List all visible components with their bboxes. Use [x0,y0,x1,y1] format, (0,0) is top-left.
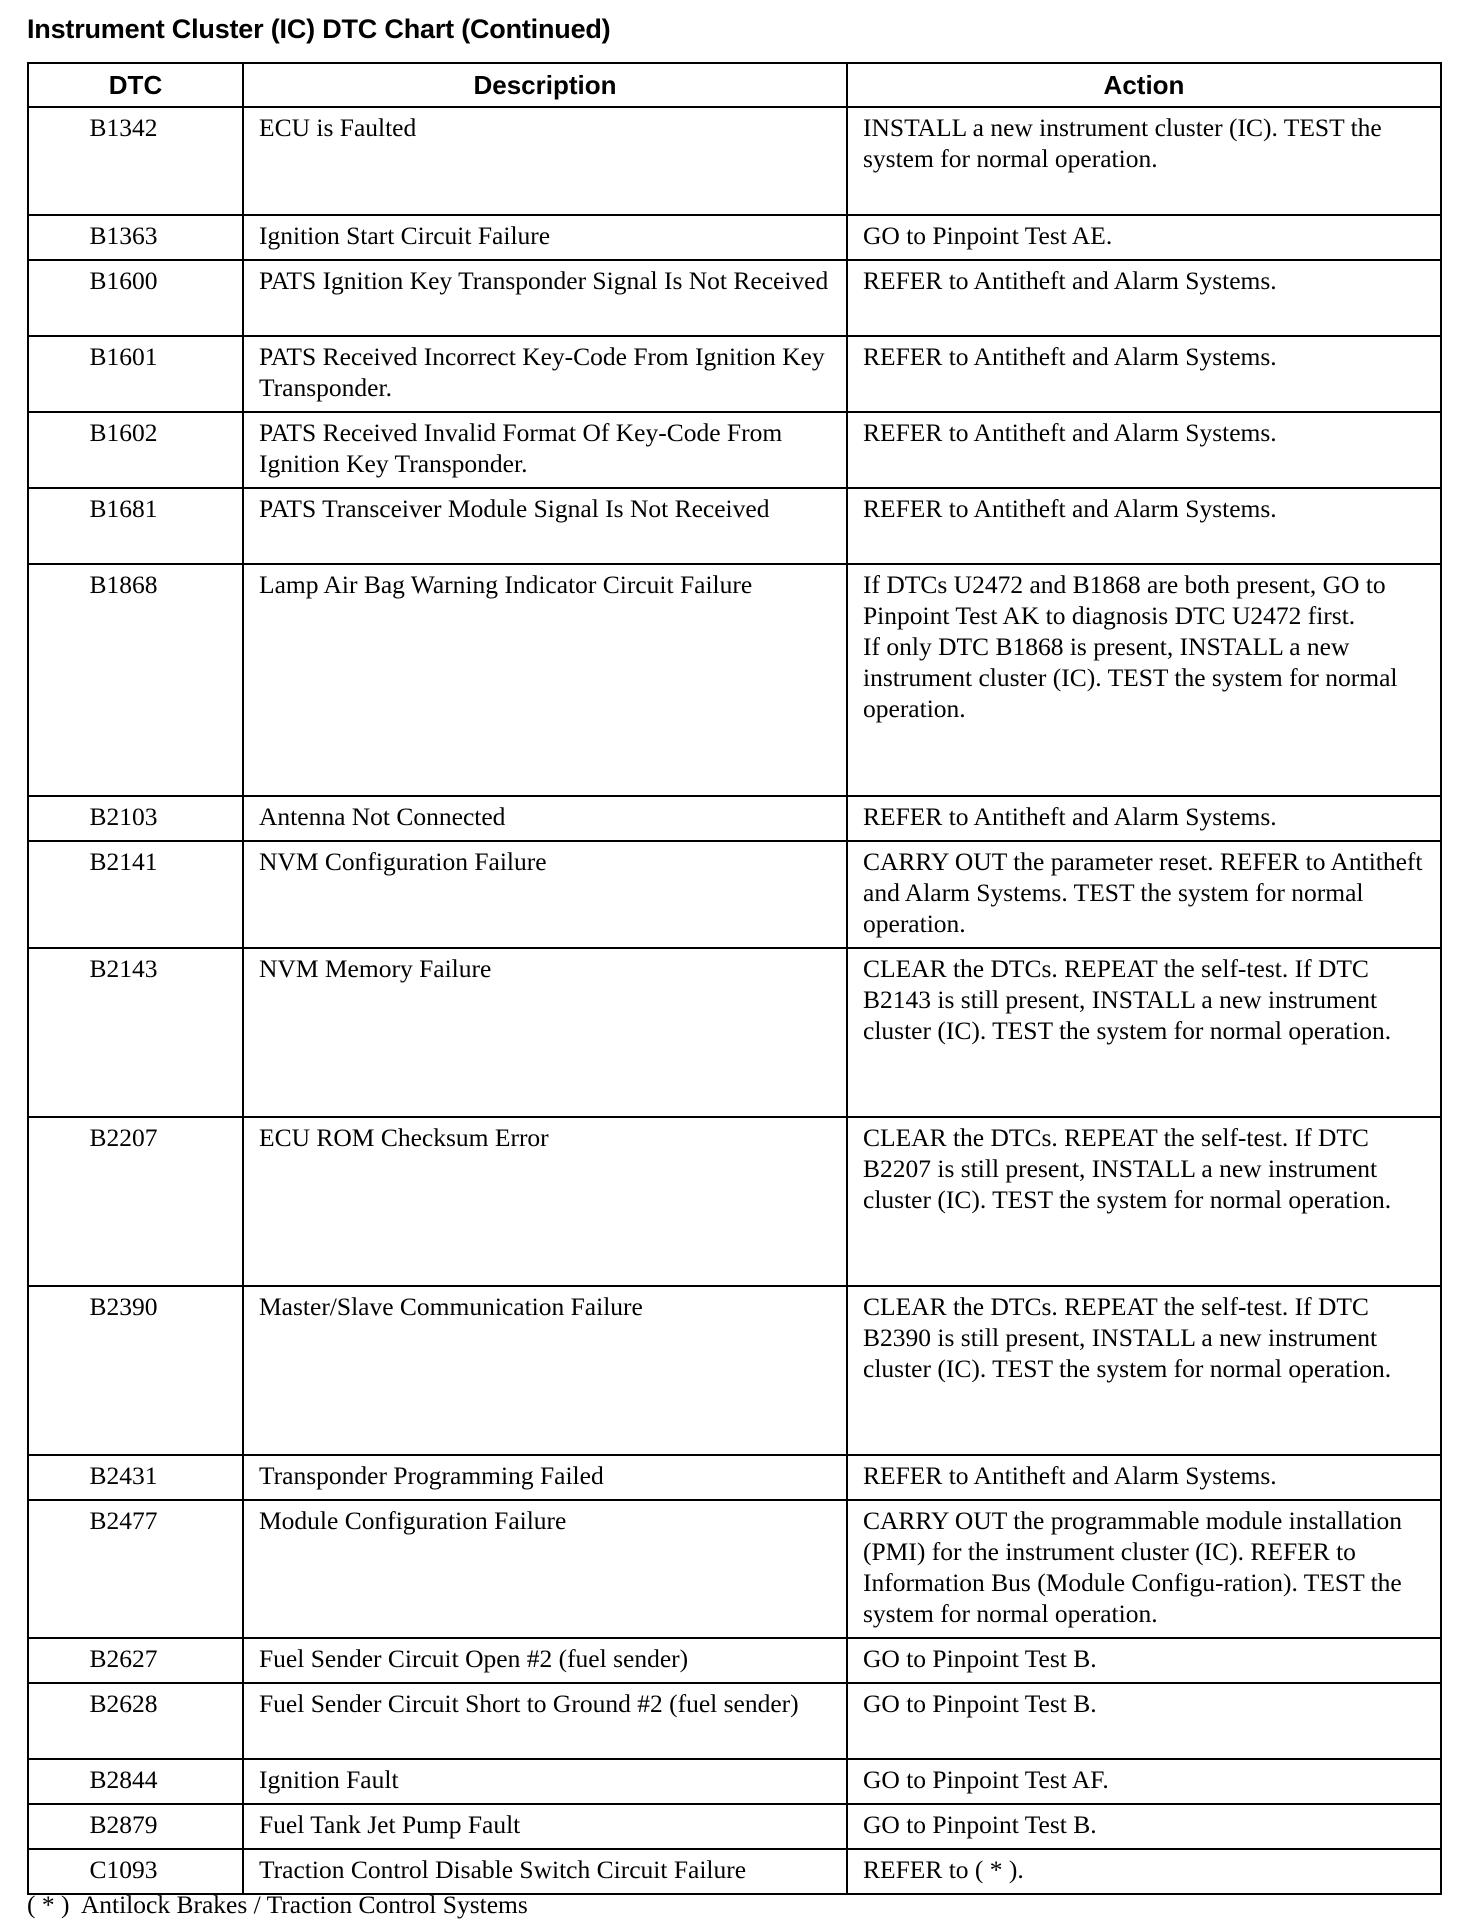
action-cell: REFER to Antitheft and Alarm Systems. [847,336,1441,412]
dtc-code-cell: B1602 [28,412,243,488]
dtc-code-cell: B1363 [28,215,243,260]
dtc-code-cell: B2141 [28,841,243,948]
description-cell: Transponder Programming Failed [243,1455,847,1500]
dtc-code-cell: B2879 [28,1804,243,1849]
description-cell: PATS Ignition Key Transponder Signal Is Not Received [243,260,847,336]
description-cell: Lamp Air Bag Warning Indicator Circuit Failure [243,564,847,796]
description-cell: PATS Received Incorrect Key-Code From Ignition Key Transponder. [243,336,847,412]
action-cell: CLEAR the DTCs. REPEAT the self-test. If DTC B2390 is still present, INSTALL a new instrument cluster (IC). TEST the system for normal operation. [847,1286,1441,1455]
action-cell: CARRY OUT the programmable module installation (PMI) for the instrument cluster (IC). REFER to Information Bus (Module Configu-ration). TEST the system for normal operation. [847,1500,1441,1638]
dtc-code-cell: B2143 [28,948,243,1117]
table-row [28,564,1441,796]
dtc-code-cell: B1601 [28,336,243,412]
description-cell: Antenna Not Connected [243,796,847,841]
action-cell: REFER to Antitheft and Alarm Systems. [847,412,1441,488]
action-cell: GO to Pinpoint Test B. [847,1683,1441,1759]
dtc-code-cell: B2627 [28,1638,243,1683]
table-row [28,488,1441,564]
action-cell: GO to Pinpoint Test AE. [847,215,1441,260]
action-cell: REFER to Antitheft and Alarm Systems. [847,1455,1441,1500]
description-cell: Fuel Sender Circuit Short to Ground #2 (fuel sender) [243,1683,847,1759]
action-cell: REFER to Antitheft and Alarm Systems. [847,796,1441,841]
column-header-description: Description [243,63,847,107]
action-cell: REFER to ( * ). [847,1849,1441,1894]
dtc-code-cell: B2103 [28,796,243,841]
table-row [28,1117,1441,1286]
dtc-code-cell: B2844 [28,1759,243,1804]
description-cell: ECU is Faulted [243,107,847,215]
table-row [28,841,1441,948]
description-cell: Master/Slave Communication Failure [243,1286,847,1455]
table-row [28,1455,1441,1500]
dtc-code-cell: B1600 [28,260,243,336]
description-cell: NVM Configuration Failure [243,841,847,948]
action-cell: CLEAR the DTCs. REPEAT the self-test. If DTC B2207 is still present, INSTALL a new instrument cluster (IC). TEST the system for normal operation. [847,1117,1441,1286]
description-cell: Fuel Sender Circuit Open #2 (fuel sender) [243,1638,847,1683]
table-row [28,1286,1441,1455]
table-row [28,796,1441,841]
dtc-table [27,62,1442,1895]
table-row [28,107,1441,215]
description-cell: Fuel Tank Jet Pump Fault [243,1804,847,1849]
table-row [28,1849,1441,1894]
description-cell: Ignition Start Circuit Failure [243,215,847,260]
dtc-code-cell: B1681 [28,488,243,564]
table-row [28,1683,1441,1759]
dtc-code-cell: B1868 [28,564,243,796]
table-row [28,1759,1441,1804]
dtc-code-cell: C1093 [28,1849,243,1894]
table-row [28,1500,1441,1638]
action-cell: REFER to Antitheft and Alarm Systems. [847,260,1441,336]
dtc-code-cell: B2628 [28,1683,243,1759]
description-cell: PATS Received Invalid Format Of Key-Code From Ignition Key Transponder. [243,412,847,488]
action-cell: If DTCs U2472 and B1868 are both present, GO to Pinpoint Test AK to diagnosis DTC U2472 first. If only DTC B1868 is present, INSTALL a new instrument cluster (IC). TEST the system for normal operation. [847,564,1441,796]
table-row [28,215,1441,260]
dtc-code-cell: B2390 [28,1286,243,1455]
footnote: ( * ) Antilock Brakes / Traction Control Systems [27,1890,528,1919]
description-cell: PATS Transceiver Module Signal Is Not Received [243,488,847,564]
dtc-code-cell: B1342 [28,107,243,215]
description-cell: Traction Control Disable Switch Circuit Failure [243,1849,847,1894]
table-row [28,260,1441,336]
table-row [28,412,1441,488]
table-row [28,1804,1441,1849]
description-cell: ECU ROM Checksum Error [243,1117,847,1286]
action-cell: GO to Pinpoint Test AF. [847,1759,1441,1804]
action-cell: GO to Pinpoint Test B. [847,1804,1441,1849]
action-cell: INSTALL a new instrument cluster (IC). TEST the system for normal operation. [847,107,1441,215]
table-row [28,948,1441,1117]
action-cell: CARRY OUT the parameter reset. REFER to Antitheft and Alarm Systems. TEST the system for normal operation. [847,841,1441,948]
action-cell: GO to Pinpoint Test B. [847,1638,1441,1683]
description-cell: Ignition Fault [243,1759,847,1804]
dtc-code-cell: B2477 [28,1500,243,1638]
description-cell: Module Configuration Failure [243,1500,847,1638]
dtc-code-cell: B2431 [28,1455,243,1500]
page-title: Instrument Cluster (IC) DTC Chart (Continued) [27,14,611,44]
action-cell: REFER to Antitheft and Alarm Systems. [847,488,1441,564]
action-cell: CLEAR the DTCs. REPEAT the self-test. If DTC B2143 is still present, INSTALL a new instrument cluster (IC). TEST the system for normal operation. [847,948,1441,1117]
column-header-action: Action [847,63,1441,107]
column-header-dtc: DTC [28,63,243,107]
table-row [28,1638,1441,1683]
table-row [28,336,1441,412]
dtc-code-cell: B2207 [28,1117,243,1286]
table-header-row [28,63,1441,107]
description-cell: NVM Memory Failure [243,948,847,1117]
